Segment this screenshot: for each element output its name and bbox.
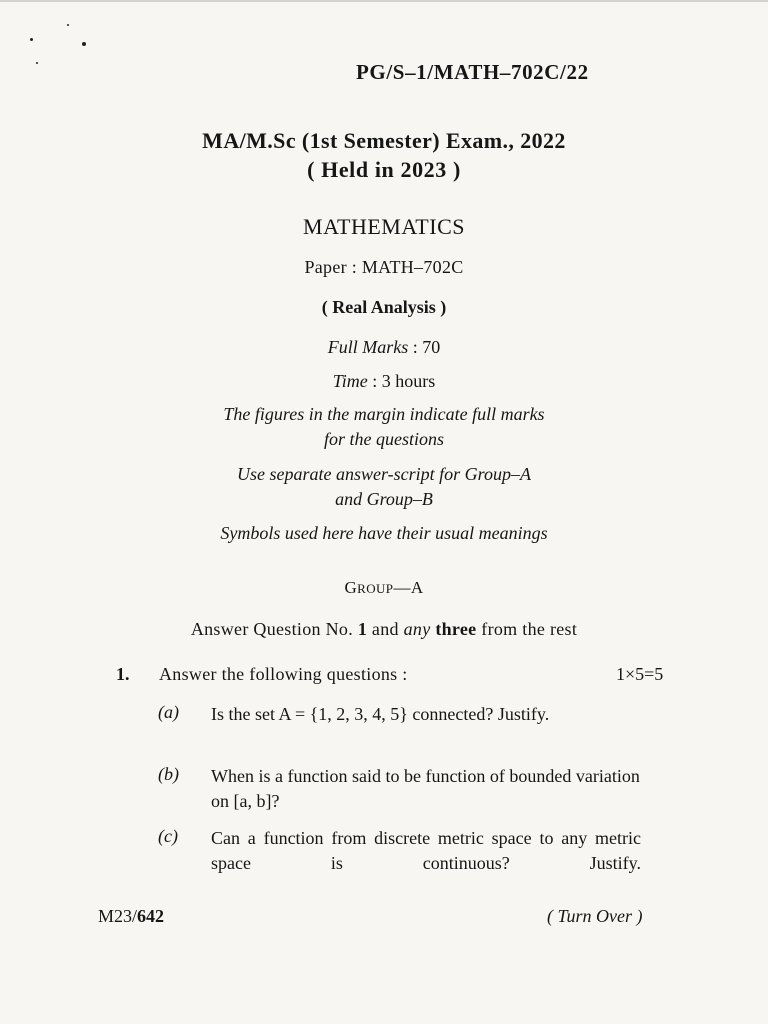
time-allowed bbox=[0, 371, 768, 392]
speck-mark bbox=[67, 24, 69, 26]
margin-note-line1: The figures in the margin indicate full marks bbox=[223, 404, 545, 424]
subject-title: MATHEMATICS bbox=[303, 214, 465, 239]
time-label: Time bbox=[332, 371, 368, 391]
top-edge-line bbox=[0, 0, 768, 2]
paper-title: ( Real Analysis ) bbox=[321, 297, 447, 317]
group-initial: G bbox=[344, 578, 358, 597]
held-year: ( Held in 2023 ) bbox=[307, 157, 461, 182]
footer-code-number: 642 bbox=[137, 906, 165, 926]
group-smallcaps: ROUP bbox=[357, 581, 394, 596]
question-text: Answer the following questions : bbox=[159, 664, 408, 684]
question-marks: 1×5=5 bbox=[616, 664, 664, 684]
group-suffix: —A bbox=[393, 578, 424, 597]
instr-text: Answer Question No. bbox=[190, 619, 358, 639]
margin-note-line2: for the questions bbox=[324, 429, 444, 449]
part-c-label: (c) bbox=[158, 826, 178, 846]
instr-text: from the rest bbox=[476, 619, 578, 639]
part-c-text: Can a function from discrete metric space to any metric space is continuous? Justify. bbox=[211, 828, 641, 873]
paper-code: PG/S–1/MATH–702C/22 bbox=[356, 60, 589, 84]
part-a-text: Is the set A = {1, 2, 3, 4, 5} connected? Justify. bbox=[211, 704, 550, 724]
separate-script-line1: Use separate answer-script for Group–A bbox=[237, 464, 531, 484]
answer-instruction bbox=[0, 619, 768, 640]
instr-text: and bbox=[367, 619, 404, 639]
footer-code bbox=[98, 906, 164, 927]
question-number: 1. bbox=[116, 664, 130, 684]
part-a-label: (a) bbox=[158, 702, 179, 722]
full-marks-label: Full Marks bbox=[327, 337, 409, 357]
separate-script-line2: and Group–B bbox=[335, 489, 433, 509]
speck-mark bbox=[30, 38, 33, 41]
part-b-text: When is a function said to be function of bounded variation on [a, b]? bbox=[211, 766, 640, 811]
instr-any: any bbox=[403, 619, 431, 639]
instr-three: three bbox=[435, 619, 477, 639]
turn-over: ( Turn Over ) bbox=[547, 906, 643, 926]
footer-code-prefix: M23/ bbox=[98, 906, 138, 926]
full-marks-value: : 70 bbox=[408, 337, 441, 357]
group-heading bbox=[0, 578, 768, 598]
speck-mark bbox=[36, 62, 38, 64]
full-marks bbox=[0, 337, 768, 358]
part-b-label: (b) bbox=[158, 764, 179, 784]
instr-question-number: 1 bbox=[357, 619, 368, 639]
time-value: : 3 hours bbox=[367, 371, 436, 391]
exam-title: MA/M.Sc (1st Semester) Exam., 2022 bbox=[202, 128, 566, 153]
speck-mark bbox=[82, 42, 86, 46]
symbols-note: Symbols used here have their usual meanings bbox=[220, 523, 548, 543]
paper-label: Paper : MATH–702C bbox=[304, 257, 464, 277]
